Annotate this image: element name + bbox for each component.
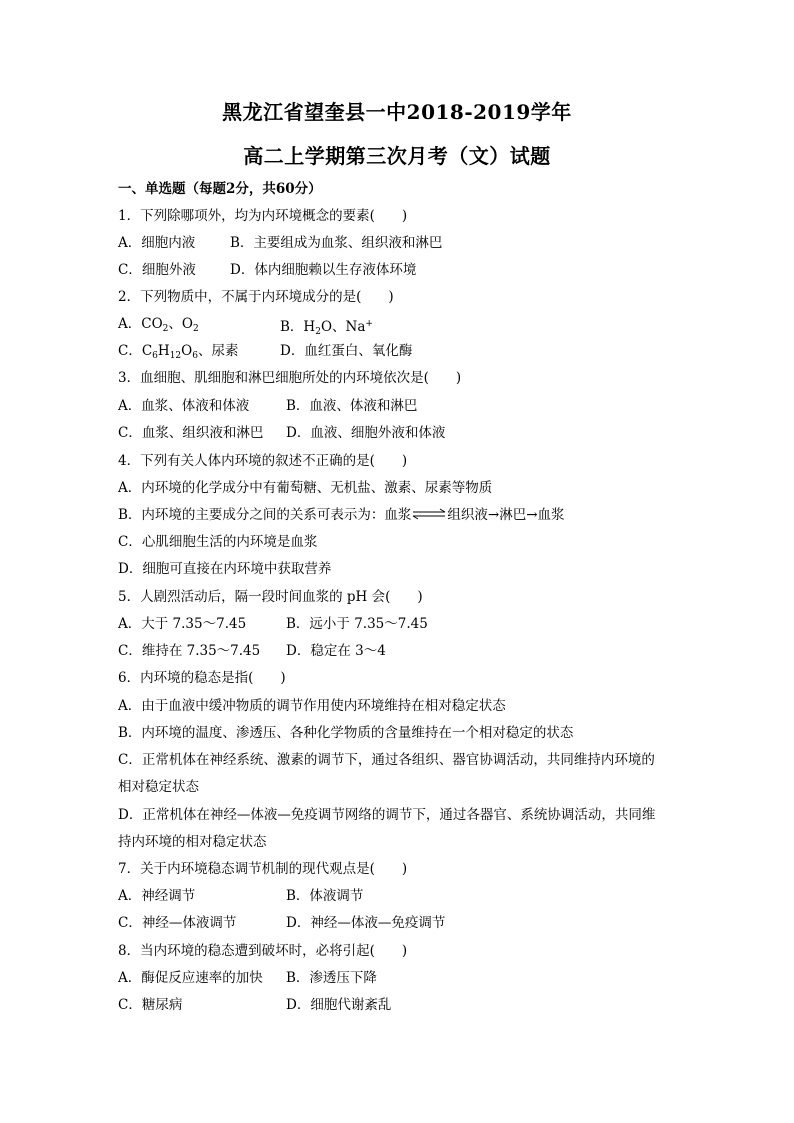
q2c-m2: O [181, 343, 193, 359]
question-6-option-d-line2: 持内环境的相对稳定状态 [118, 834, 267, 850]
question-6-option-c-line1: C．正常机体在神经系统、激素的调节下，通过各组织、器官协调活动，共同维持内环境的 [118, 752, 655, 768]
question-3-option-c: C．血浆、组织液和淋巴 [118, 425, 264, 441]
question-4-option-c: C．心肌细胞生活的内环境是血浆 [118, 534, 318, 550]
title-line-1: 黑龙江省望奎县一中2018-2019学年 [222, 100, 572, 124]
q2a-sub1: 2 [162, 324, 169, 334]
question-3-option-a: A．血浆、体液和体液 [118, 398, 250, 414]
q2c-text: C．C [118, 343, 153, 359]
q2a-sub2: 2 [192, 324, 199, 334]
question-6-option-a: A．由于血液中缓冲物质的调节作用使内环境维持在相对稳定状态 [118, 698, 506, 714]
question-3-stem: 3．血细胞、肌细胞和淋巴细胞所处的内环境依次是( ) [118, 370, 462, 386]
question-5-option-a: A．大于 7.35～7.45 [118, 616, 247, 632]
question-7-option-a: A．神经调节 [118, 888, 196, 904]
q4b-text-pre: B．内环境的主要成分之间的关系可表示为：血浆 [118, 507, 412, 523]
q2c-sub1: 6 [152, 351, 158, 361]
question-7-stem: 7．关于内环境稳态调节机制的现代观点是( ) [118, 861, 408, 877]
question-2-option-d: D．血红蛋白、氧化酶 [280, 343, 413, 359]
q2b-sup: + [365, 319, 373, 329]
question-1-stem: 1．下列除哪项外，均为内环境概念的要素( ) [118, 208, 408, 224]
q2b-sub1: 2 [315, 327, 321, 337]
question-1-option-c: C．细胞外液 [118, 262, 196, 278]
question-1-option-b: B．主要组成为血浆、组织液和淋巴 [230, 235, 443, 251]
q2c-sub3: 6 [192, 351, 198, 361]
question-1-option-a: A．细胞内液 [118, 235, 196, 251]
title-line-2: 高二上学期第三次月考（文）试题 [243, 144, 551, 168]
question-8-option-a: A．酶促反应速率的加快 [118, 970, 263, 986]
q2a-mid: 、O [168, 316, 193, 332]
question-2-option-c [118, 342, 238, 365]
question-2-stem: 2．下列物质中，不属于内环境成分的是( ) [118, 289, 394, 305]
question-2-option-a [118, 315, 199, 338]
question-4-stem: 4．下列有关人体内环境的叙述不正确的是( ) [118, 453, 408, 469]
question-8-stem: 8．当内环境的稳态遭到破坏时，必将引起( ) [118, 943, 408, 959]
q2c-m1: H [157, 343, 170, 359]
question-6-option-c-line2: 相对稳定状态 [118, 779, 199, 795]
question-7-option-b: B．体液调节 [286, 888, 364, 904]
q2b-text: B．H [280, 319, 316, 335]
question-6-option-b: B．内环境的温度、渗透压、各种化学物质的含量维持在一个相对稳定的状态 [118, 725, 574, 741]
question-5-option-b: B．远小于 7.35～7.45 [286, 616, 428, 632]
q2a-text: A．CO [118, 316, 163, 332]
question-5-option-d: D．稳定在 3～4 [286, 643, 386, 659]
q2c-sub2: 12 [169, 351, 182, 361]
double-arrow-icon [411, 508, 447, 520]
question-1-option-d: D．体内细胞赖以生存液体环境 [230, 262, 417, 278]
question-7-option-d: D．神经—体液—免疫调节 [286, 915, 446, 931]
q2b-mid: O、Na [320, 319, 366, 335]
question-4-option-b [118, 506, 565, 524]
question-3-option-b: B．血液、体液和淋巴 [286, 398, 418, 414]
question-4-option-a: A．内环境的化学成分中有葡萄糖、无机盐、激素、尿素等物质 [118, 480, 493, 496]
question-8-option-c: C．糖尿病 [118, 997, 183, 1013]
question-4-option-d: D．细胞可直接在内环境中获取营养 [118, 561, 332, 577]
question-6-option-d-line1: D．正常机体在神经—体液—免疫调节网络的调节下，通过各器官、系统协调活动，共同维 [118, 807, 656, 823]
question-7-option-c: C．神经—体液调节 [118, 915, 237, 931]
question-5-stem: 5．人剧烈活动后，隔一段时间血浆的 pH 会( ) [118, 589, 423, 605]
question-2-option-b [280, 315, 373, 341]
question-8-option-d: D．细胞代谢紊乱 [286, 997, 392, 1013]
q2c-post: 、尿素 [197, 343, 239, 359]
section-heading: 一、单选题（每题2分，共60分） [118, 181, 322, 197]
question-8-option-b: B．渗透压下降 [286, 970, 377, 986]
q4b-text-post: 组织液→淋巴→血浆 [447, 507, 565, 523]
question-3-option-d: D．血液、细胞外液和体液 [286, 425, 446, 441]
question-5-option-c: C．维持在 7.35～7.45 [118, 643, 261, 659]
question-6-stem: 6．内环境的稳态是指( ) [118, 670, 286, 686]
